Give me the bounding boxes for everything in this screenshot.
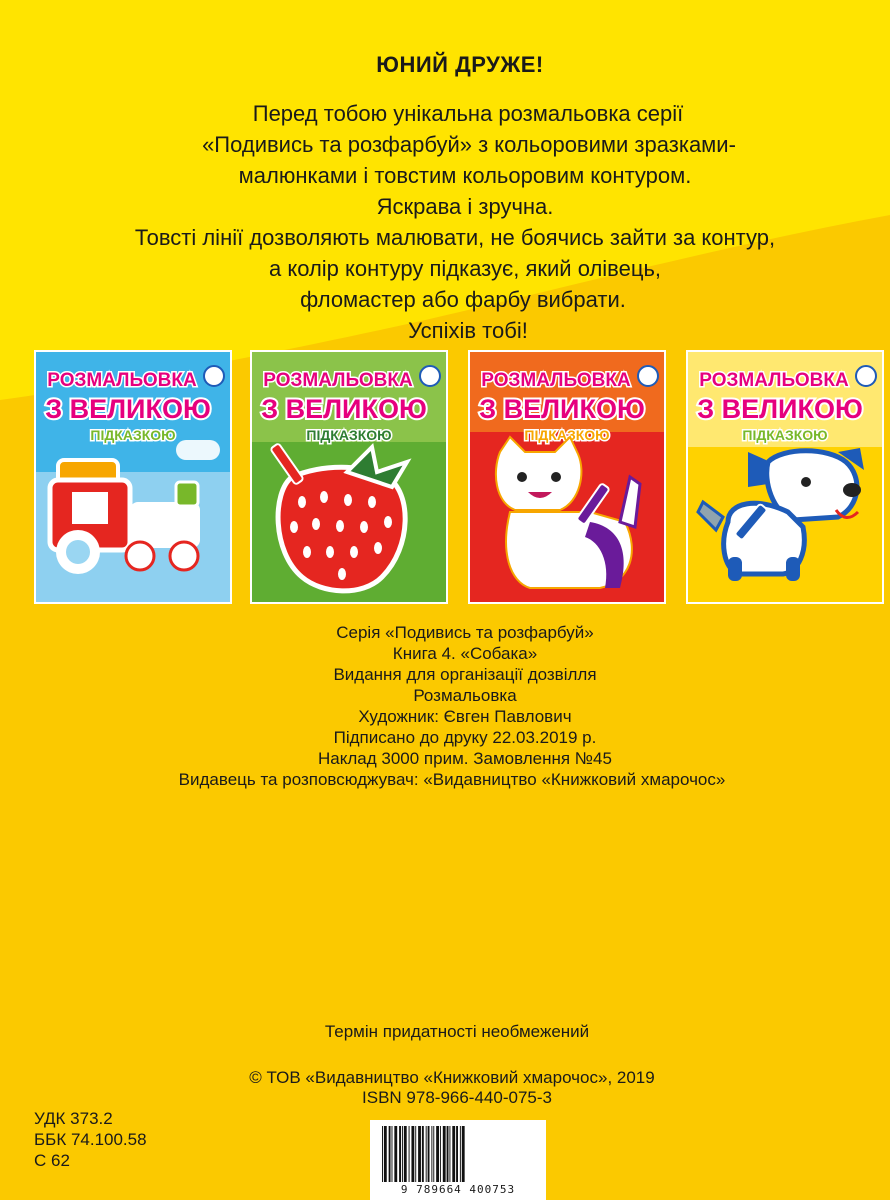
barcode-bar	[447, 1126, 449, 1182]
barcode-bar	[411, 1126, 414, 1182]
intro-line: «Подивись та розфарбуй» з кольоровими зразками-	[202, 132, 736, 157]
cover-title-line3: ПІДКАЗКОЮ	[90, 427, 176, 443]
intro-line: а колір контуру підказує, який олівець,	[268, 256, 662, 281]
barcode-bar	[389, 1126, 391, 1182]
barcode-bar	[402, 1126, 403, 1182]
cover-title-line3: ПІДКАЗКОЮ	[742, 427, 828, 443]
imprint-line: Книга 4. «Собака»	[392, 644, 538, 663]
book-cover-dog	[686, 350, 884, 604]
intro-line: Товсті лінії дозволяють малювати, не боячись зайти за контур,	[134, 225, 776, 250]
cover-title-line3: ПІДКАЗКОЮ	[306, 427, 392, 443]
copyright: © ТОВ «Видавництво «Книжковий хмарочос», 2019	[249, 1068, 655, 1087]
imprint-line: Наклад 3000 прим. Замовлення №45	[318, 749, 612, 768]
isbn: ISBN 978-966-440-075-3	[362, 1088, 552, 1107]
intro-line: Успіхів тобі!	[408, 318, 528, 343]
barcode-bar	[426, 1126, 427, 1182]
imprint-line: Видання для організації дозвілля	[333, 665, 597, 684]
intro-line: Перед тобою унікальна розмальовка серії	[252, 101, 684, 126]
book-cover-strawberry	[250, 350, 448, 604]
udk-code: УДК 373.2	[34, 1109, 113, 1128]
barcode-bar	[436, 1126, 439, 1182]
barcode	[370, 1120, 546, 1200]
cover-title-line2: З ВЕЛИКОЮ	[479, 394, 645, 424]
publisher-logo-icon	[638, 366, 658, 386]
cover-title-line3: ПІДКАЗКОЮ	[524, 427, 610, 443]
cover-title-line1: РОЗМАЛЬОВКА	[699, 370, 849, 391]
intro-line: фломастер або фарбу вибрати.	[300, 287, 626, 312]
book-cover-cat	[468, 350, 666, 604]
cover-title-line2: З ВЕЛИКОЮ	[45, 394, 211, 424]
barcode-bar	[440, 1126, 441, 1182]
imprint-line: Серія «Подивись та розфарбуй»	[336, 623, 594, 642]
barcode-bar	[392, 1126, 393, 1182]
barcode-bar	[462, 1126, 465, 1182]
cover-title-line1: РОЗМАЛЬОВКА	[481, 370, 631, 391]
barcode-bar	[431, 1126, 432, 1182]
barcode-bars	[378, 1126, 538, 1182]
imprint-section	[0, 622, 890, 790]
barcode-bar	[452, 1126, 455, 1182]
barcode-bar	[399, 1126, 401, 1182]
imprint-line: Розмальовка	[413, 686, 517, 705]
cover-title-line1: РОЗМАЛЬОВКА	[47, 370, 197, 391]
imprint-line: Художник: Євген Павлович	[358, 707, 572, 726]
barcode-bar	[415, 1126, 416, 1182]
publisher-logo-icon	[420, 366, 440, 386]
book-covers-row	[0, 350, 890, 606]
cover-title-line2: З ВЕЛИКОЮ	[261, 394, 427, 424]
barcode-bar	[384, 1126, 387, 1182]
barcode-bar	[428, 1126, 430, 1182]
barcode-bar	[382, 1126, 383, 1182]
imprint-line: Видавець та розповсюджувач: «Видавництво «Книжковий хмарочос»	[178, 770, 726, 789]
barcode-bar	[394, 1126, 397, 1182]
book-cover-train	[34, 350, 232, 604]
barcode-digits: 9 789664 400753	[400, 1183, 516, 1196]
barcode-bar	[404, 1126, 407, 1182]
intro-section	[0, 52, 890, 346]
barcode-bar	[433, 1126, 434, 1182]
publisher-logo-icon	[204, 366, 224, 386]
author-mark: С 62	[34, 1151, 70, 1170]
publisher-logo-icon	[856, 366, 876, 386]
shelf-life: Термін придатності необмежений	[324, 1022, 590, 1041]
barcode-bar	[443, 1126, 446, 1182]
barcode-bar	[449, 1126, 450, 1182]
imprint-line: Підписано до друку 22.03.2019 р.	[333, 728, 597, 747]
barcode-bar	[422, 1126, 424, 1182]
cover-title-line1: РОЗМАЛЬОВКА	[263, 370, 413, 391]
intro-line: малюнками і товстим кольоровим контуром.	[238, 163, 692, 188]
barcode-bar	[456, 1126, 458, 1182]
classification-codes	[34, 1108, 147, 1171]
barcode-bar	[418, 1126, 421, 1182]
barcode-bar	[409, 1126, 410, 1182]
bbk-code: ББК 74.100.58	[34, 1130, 147, 1149]
cover-title-line2: З ВЕЛИКОЮ	[697, 394, 863, 424]
barcode-bar	[460, 1126, 461, 1182]
intro-line: Яскрава і зручна.	[376, 194, 554, 219]
intro-title: ЮНИЙ ДРУЖЕ!	[376, 52, 544, 77]
